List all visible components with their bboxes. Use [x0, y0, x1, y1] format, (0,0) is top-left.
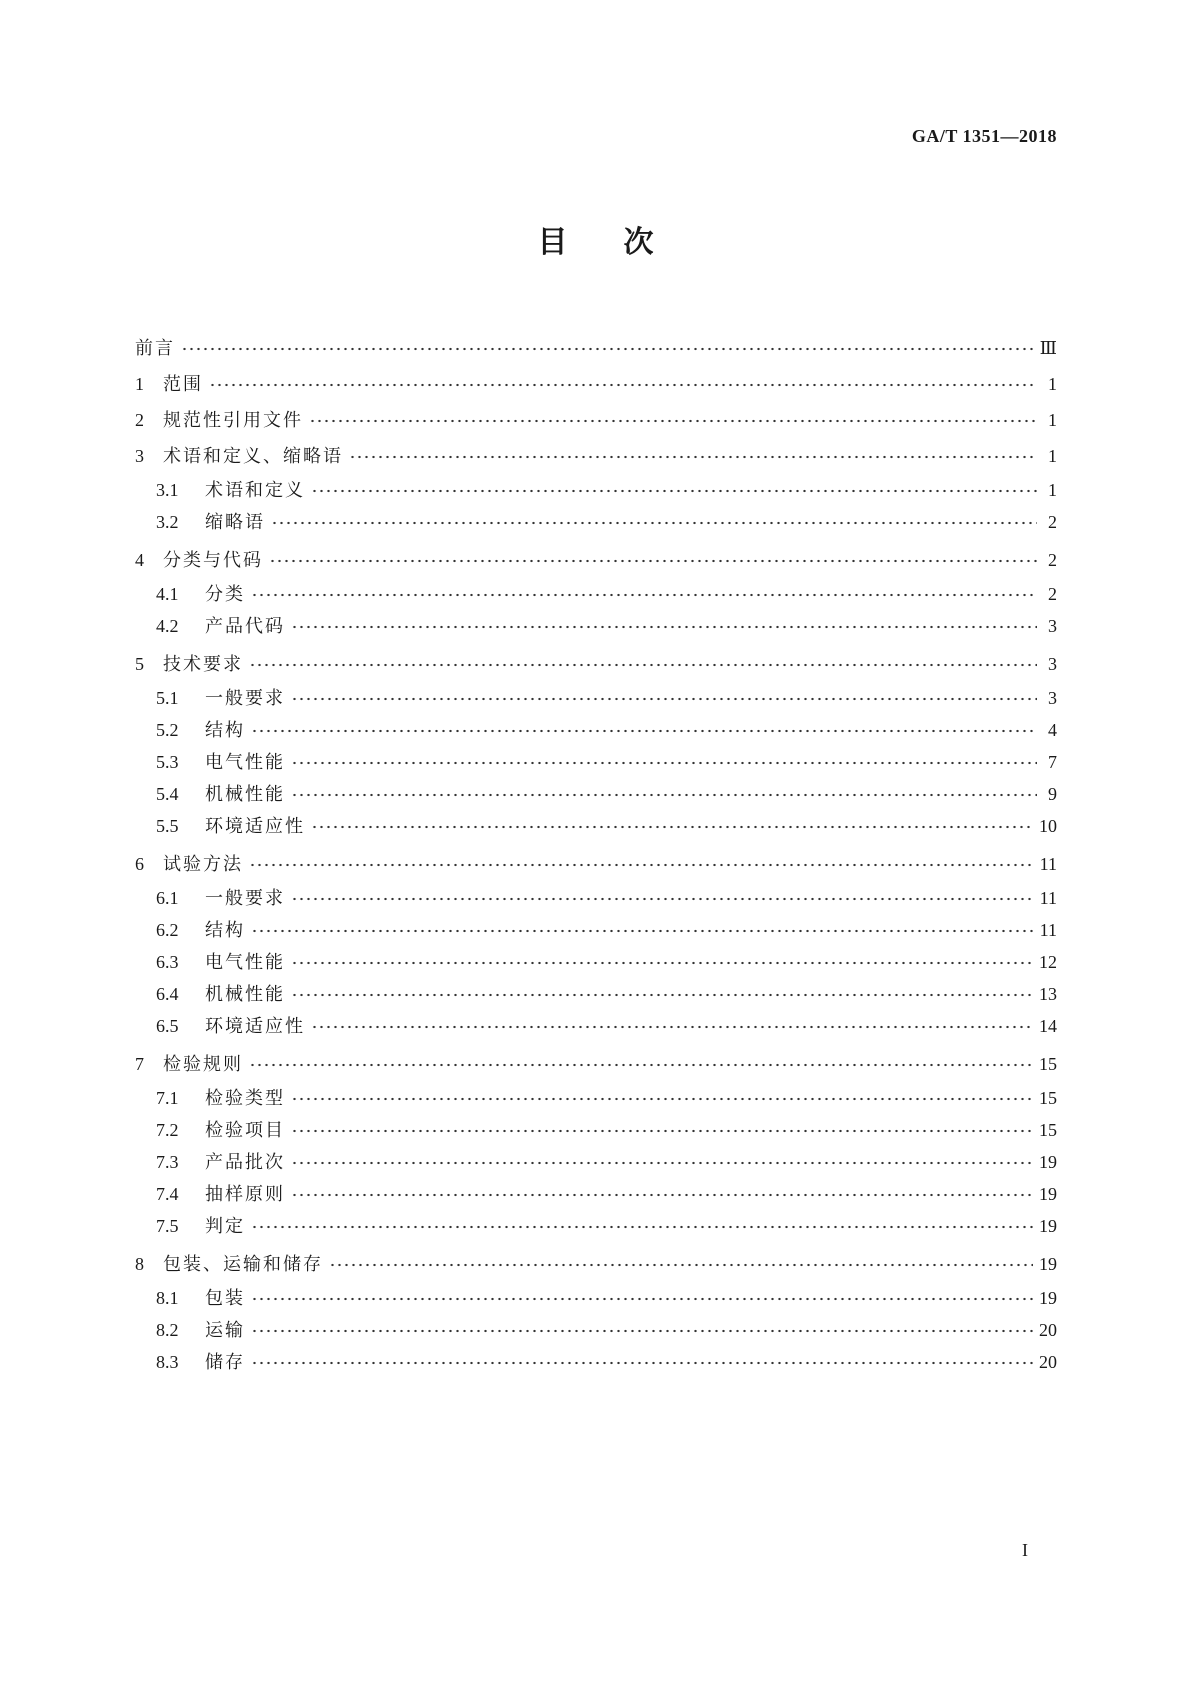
toc-entry-number: 7.3 [156, 1152, 179, 1172]
toc-entry-page: 15 [1039, 1120, 1057, 1140]
toc-entry-number: 1 [135, 374, 144, 394]
toc-dot-leader [291, 1153, 1033, 1171]
toc-entry-label: 产品批次 [205, 1152, 285, 1173]
toc-entry[interactable] [135, 578, 1057, 610]
toc-entry-label: 范围 [163, 374, 203, 395]
toc-entry-page: 2 [1048, 512, 1057, 532]
toc-dot-leader [251, 1217, 1033, 1235]
toc-entry[interactable] [135, 1082, 1057, 1114]
toc-entry-number: 7 [135, 1054, 144, 1074]
toc-entry-number: 5.4 [156, 784, 179, 804]
toc-entry-number: 3 [135, 446, 144, 466]
toc-dot-leader [311, 817, 1033, 835]
toc-entry-number: 6.5 [156, 1016, 179, 1036]
toc-entry[interactable] [135, 1146, 1057, 1178]
toc-entry[interactable] [135, 1210, 1057, 1242]
toc-entry-label: 检验项目 [205, 1120, 285, 1141]
toc-entry-page: 3 [1048, 688, 1057, 708]
toc-entry-page: 14 [1039, 1016, 1057, 1036]
toc-entry-label: 试验方法 [163, 854, 243, 875]
toc-entry-page: 15 [1039, 1088, 1057, 1108]
toc-entry[interactable] [135, 366, 1057, 402]
toc-entry-number: 6.3 [156, 952, 179, 972]
toc-entry-label: 储存 [205, 1352, 245, 1373]
toc-entry-page: 19 [1039, 1152, 1057, 1172]
toc-dot-leader [349, 447, 1037, 465]
toc-entry[interactable] [135, 438, 1057, 474]
toc-dot-leader [291, 689, 1037, 707]
toc-entry-label: 检验类型 [205, 1088, 285, 1109]
toc-entry[interactable] [135, 506, 1057, 538]
toc-entry-page: 19 [1039, 1254, 1057, 1274]
toc-entry-number: 6.4 [156, 984, 179, 1004]
toc-entry-page: 11 [1039, 888, 1057, 908]
table-of-contents [135, 330, 1057, 1378]
toc-entry-page: 1 [1048, 374, 1057, 394]
toc-dot-leader [291, 753, 1037, 771]
toc-entry-page: 9 [1048, 784, 1057, 804]
toc-entry-page: 1 [1048, 410, 1057, 430]
toc-entry-page: 12 [1039, 952, 1057, 972]
toc-dot-leader [291, 1121, 1033, 1139]
toc-entry-number: 2 [135, 410, 144, 430]
toc-entry-label: 结构 [205, 720, 245, 741]
toc-entry[interactable] [135, 1282, 1057, 1314]
toc-dot-leader [291, 1185, 1033, 1203]
toc-dot-leader [311, 481, 1037, 499]
toc-dot-leader [269, 551, 1037, 569]
toc-entry-label: 分类与代码 [163, 550, 263, 571]
toc-entry-page: 2 [1048, 584, 1057, 604]
toc-entry-label: 分类 [205, 584, 245, 605]
toc-entry-number: 4.1 [156, 584, 179, 604]
toc-entry[interactable] [135, 914, 1057, 946]
page-title: 目次 [537, 225, 710, 260]
toc-entry-label: 一般要求 [205, 688, 285, 709]
toc-entry-page: 11 [1039, 920, 1057, 940]
toc-entry[interactable] [135, 882, 1057, 914]
toc-entry-number: 3.2 [156, 512, 179, 532]
toc-entry[interactable] [135, 1246, 1057, 1282]
toc-dot-leader [291, 785, 1037, 803]
toc-dot-leader [329, 1255, 1033, 1273]
toc-dot-leader [251, 1289, 1033, 1307]
toc-entry-number: 8.2 [156, 1320, 179, 1340]
toc-entry-label: 机械性能 [205, 784, 285, 805]
toc-entry-number: 6.1 [156, 888, 179, 908]
toc-entry[interactable] [135, 746, 1057, 778]
toc-entry-label: 机械性能 [205, 984, 285, 1005]
toc-entry-label: 产品代码 [205, 616, 285, 637]
toc-entry-number: 8 [135, 1254, 144, 1274]
toc-entry-page: 10 [1039, 816, 1057, 836]
toc-entry[interactable] [135, 946, 1057, 978]
toc-dot-leader [251, 721, 1037, 739]
toc-entry-label: 抽样原则 [205, 1184, 285, 1205]
toc-dot-leader [291, 889, 1034, 907]
toc-entry-number: 8.3 [156, 1352, 179, 1372]
toc-entry[interactable] [135, 978, 1057, 1010]
toc-entry[interactable] [135, 682, 1057, 714]
toc-entry[interactable] [135, 542, 1057, 578]
toc-dot-leader [249, 855, 1034, 873]
toc-entry-number: 7.1 [156, 1088, 179, 1108]
toc-entry-number: 4 [135, 550, 144, 570]
toc-dot-leader [291, 985, 1033, 1003]
toc-entry[interactable] [135, 1346, 1057, 1378]
toc-entry[interactable] [135, 1114, 1057, 1146]
toc-entry-page: 7 [1048, 752, 1057, 772]
toc-dot-leader [291, 1089, 1033, 1107]
toc-entry-number: 7.4 [156, 1184, 179, 1204]
toc-entry-number: 5.5 [156, 816, 179, 836]
document-code: GA/T 1351—2018 [911, 126, 1057, 146]
toc-entry[interactable] [135, 402, 1057, 438]
toc-entry[interactable] [135, 714, 1057, 746]
toc-entry-number: 8.1 [156, 1288, 179, 1308]
toc-dot-leader [249, 1055, 1033, 1073]
toc-entry-page: 3 [1048, 654, 1057, 674]
toc-entry-page: 13 [1039, 984, 1057, 1004]
toc-entry-label: 术语和定义 [205, 480, 305, 501]
toc-entry[interactable] [135, 330, 1057, 366]
toc-entry-label: 运输 [205, 1320, 245, 1341]
toc-entry[interactable] [135, 474, 1057, 506]
toc-dot-leader [251, 1353, 1033, 1371]
toc-dot-leader [209, 375, 1037, 393]
toc-entry-number: 5.3 [156, 752, 179, 772]
toc-entry-page: 19 [1039, 1216, 1057, 1236]
toc-entry-number: 5 [135, 654, 144, 674]
toc-entry-label: 检验规则 [163, 1054, 243, 1075]
toc-entry[interactable] [135, 778, 1057, 810]
toc-dot-leader [249, 655, 1037, 673]
toc-dot-leader [251, 1321, 1033, 1339]
toc-entry[interactable] [135, 646, 1057, 682]
toc-entry-label: 结构 [205, 920, 245, 941]
toc-entry[interactable] [135, 1314, 1057, 1346]
toc-dot-leader [251, 921, 1034, 939]
toc-entry-page: 19 [1039, 1288, 1057, 1308]
toc-dot-leader [251, 585, 1037, 603]
toc-dot-leader [291, 953, 1033, 971]
toc-entry-number: 6.2 [156, 920, 179, 940]
toc-entry[interactable] [135, 810, 1057, 842]
toc-entry-page: 20 [1039, 1352, 1057, 1372]
toc-entry-number: 4.2 [156, 616, 179, 636]
toc-entry-page: 15 [1039, 1054, 1057, 1074]
toc-dot-leader [291, 617, 1037, 635]
toc-entry-number: 7.2 [156, 1120, 179, 1140]
toc-entry-label: 环境适应性 [205, 1016, 305, 1037]
toc-entry-number: 7.5 [156, 1216, 179, 1236]
toc-dot-leader [309, 411, 1037, 429]
toc-entry-page: 19 [1039, 1184, 1057, 1204]
toc-entry[interactable] [135, 1178, 1057, 1210]
toc-dot-leader [311, 1017, 1033, 1035]
toc-entry-label: 判定 [205, 1216, 245, 1237]
toc-dot-leader [181, 339, 1034, 357]
toc-entry[interactable] [135, 1010, 1057, 1042]
toc-entry-label: 电气性能 [205, 752, 285, 773]
toc-entry-page: 3 [1048, 616, 1057, 636]
toc-entry[interactable] [135, 846, 1057, 882]
toc-entry[interactable] [135, 610, 1057, 642]
toc-entry-page: 1 [1048, 480, 1057, 500]
toc-entry-label: 缩略语 [205, 512, 265, 533]
toc-entry-label: 包装 [205, 1288, 245, 1309]
toc-entry-page: 2 [1048, 550, 1057, 570]
toc-entry-number: 3.1 [156, 480, 179, 500]
toc-entry-label: 术语和定义、缩略语 [163, 446, 343, 467]
toc-entry-number: 5.1 [156, 688, 179, 708]
toc-entry-label: 电气性能 [205, 952, 285, 973]
toc-entry-page: 11 [1039, 854, 1057, 874]
toc-entry-page: Ⅲ [1039, 338, 1057, 358]
toc-entry-page: 1 [1048, 446, 1057, 466]
page-number: I [1022, 1540, 1028, 1560]
toc-entry-number: 5.2 [156, 720, 179, 740]
toc-entry-page: 20 [1039, 1320, 1057, 1340]
toc-entry-label: 环境适应性 [205, 816, 305, 837]
toc-entry-page: 4 [1048, 720, 1057, 740]
toc-entry[interactable] [135, 1046, 1057, 1082]
toc-entry-label: 技术要求 [163, 654, 243, 675]
toc-entry-label: 规范性引用文件 [163, 410, 303, 431]
toc-entry-label: 前言 [135, 338, 175, 359]
toc-dot-leader [271, 513, 1037, 531]
toc-entry-label: 包装、运输和储存 [163, 1254, 323, 1275]
toc-entry-number: 6 [135, 854, 144, 874]
toc-entry-label: 一般要求 [205, 888, 285, 909]
